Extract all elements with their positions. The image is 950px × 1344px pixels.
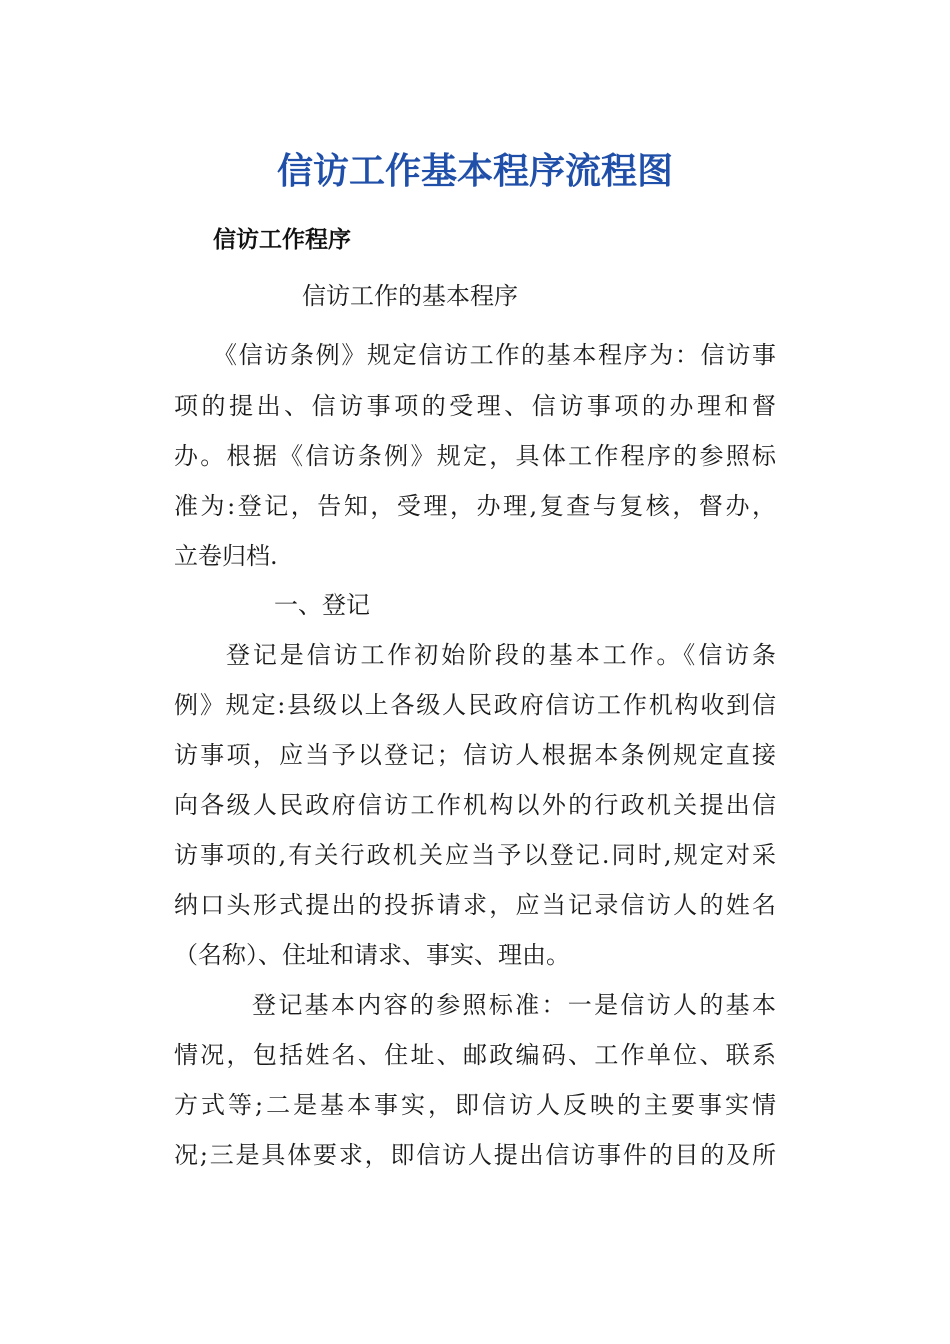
- paragraph-3-line: 方式等;二是基本事实，即信访人反映的主要事实情: [174, 1091, 776, 1119]
- subheading: 信访工作的基本程序: [302, 282, 518, 310]
- paragraph-2-line: 访事项，应当予以登记；信访人根据本条例规定直接: [174, 741, 776, 769]
- paragraph-1-line: 办。根据《信访条例》规定，具体工作程序的参照标: [174, 442, 776, 470]
- paragraph-2-line: 登记是信访工作初始阶段的基本工作。《信访条: [226, 641, 776, 669]
- paragraph-1-line: 《信访条例》规定信访工作的基本程序为：信访事: [213, 341, 776, 369]
- document-title: 信访工作基本程序流程图: [276, 150, 673, 192]
- section-heading: 信访工作程序: [213, 227, 351, 253]
- paragraph-2-line: （名称）、住址和请求、事实、理由。: [174, 941, 570, 969]
- paragraph-1-line: 项的提出、信访事项的受理、信访事项的办理和督: [174, 392, 776, 420]
- paragraph-2-line: 纳口头形式提出的投拆请求，应当记录信访人的姓名: [174, 891, 776, 919]
- paragraph-2-line: 例》规定:县级以上各级人民政府信访工作机构收到信: [174, 691, 776, 719]
- paragraph-1-line: 准为:登记，告知，受理，办理,复查与复核，督办，: [174, 492, 776, 520]
- paragraph-2-line: 向各级人民政府信访工作机构以外的行政机关提出信: [174, 791, 776, 819]
- paragraph-1-line: 立卷归档.: [174, 542, 278, 570]
- paragraph-2-line: 访事项的,有关行政机关应当予以登记.同时,规定对采: [174, 841, 776, 869]
- paragraph-3-line: 登记基本内容的参照标准：一是信访人的基本: [252, 991, 776, 1019]
- paragraph-3-line: 况;三是具体要求，即信访人提出信访事件的目的及所: [174, 1141, 776, 1169]
- heading-registration: 一、登记: [274, 591, 370, 619]
- paragraph-3-line: 情况，包括姓名、住址、邮政编码、工作单位、联系: [174, 1041, 776, 1069]
